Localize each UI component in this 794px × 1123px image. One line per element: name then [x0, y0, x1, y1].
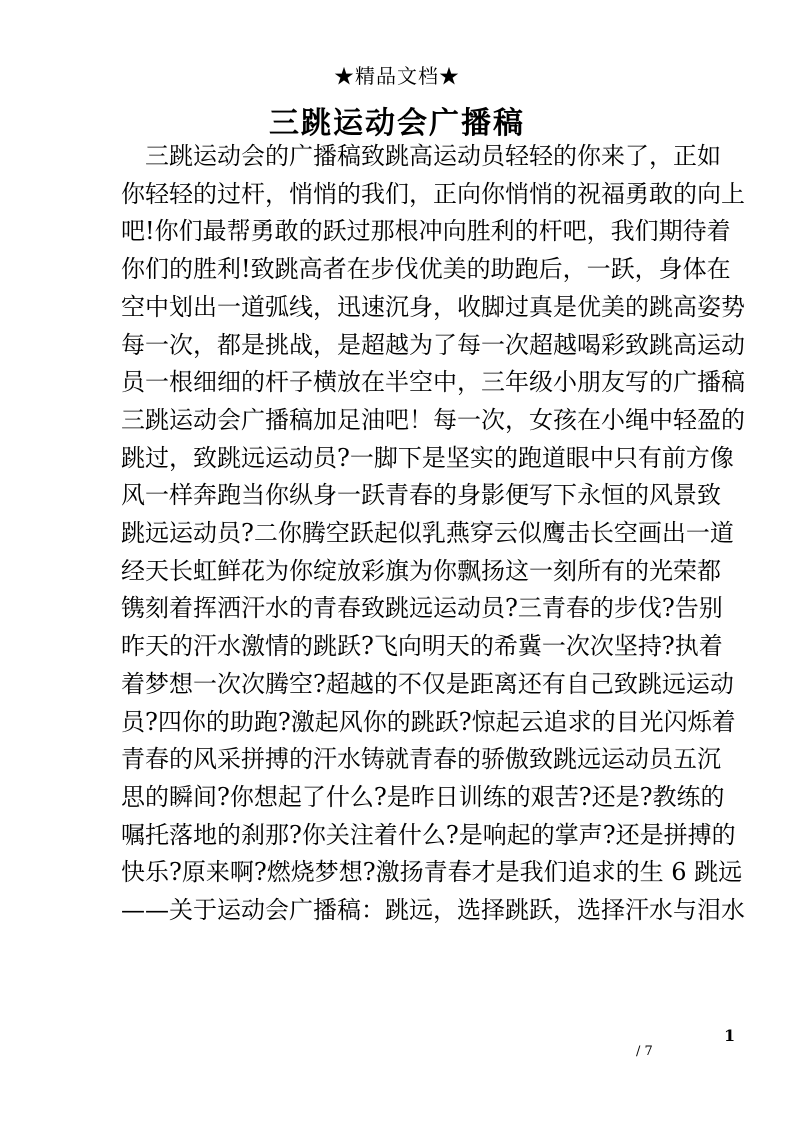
text-line: 三跳运动会的广播稿致跳高运动员轻轻的你来了，正如	[121, 142, 721, 170]
text-line: 空中划出一道弧线，迅速沉身，收脚过真是优美的跳高姿势	[121, 292, 745, 321]
text-line: 昨天的汗水激情的跳跃?飞向明天的希冀一次次坚持?执着	[121, 632, 723, 661]
text-line: 嘱托落地的刹那?你关注着什么?是响起的掌声?还是拼搏的	[121, 820, 736, 849]
text-line: 吧!你们最帮勇敢的跃过那根冲向胜利的杆吧，我们期待着	[121, 217, 731, 246]
text-line: 跳远运动员?二你腾空跃起似乳燕穿云似鹰击长空画出一道	[121, 519, 734, 548]
text-line: 着梦想一次次腾空?超越的不仅是距离还有自己致跳远运动	[121, 669, 734, 698]
text-line: 经天长虹鲜花为你绽放彩旗为你飘扬这一刻所有的光荣都	[121, 556, 721, 585]
text-line: 三跳运动会广播稿加足油吧！每一次，女孩在小绳中轻盈的	[121, 405, 745, 434]
document-header: ★精品文档★	[334, 64, 460, 88]
page-number: 1	[724, 1026, 736, 1045]
text-line: 员?四你的助跑?激起风你的跳跃?惊起云追求的目光闪烁着	[121, 707, 736, 736]
text-line: 跳过，致跳远运动员?一脚下是坚实的跑道眼中只有前方像	[121, 443, 734, 472]
text-line: 风一样奔跑当你纵身一跃青春的身影便写下永恒的风景致	[121, 481, 721, 510]
text-line: 青春的风采拼搏的汗水铸就青春的骄傲致跳远运动员五沉	[121, 745, 721, 774]
text-line: ——关于运动会广播稿：跳远，选择跳跃，选择汗水与泪水	[121, 896, 745, 925]
text-line: 镌刻着挥洒汗水的青春致跳远运动员?三青春的步伐?告别	[121, 594, 723, 623]
text-line: 每一次，都是挑战，是超越为了每一次超越喝彩致跳高运动	[121, 330, 745, 359]
text-line: 你们的胜利!致跳高者在步伐优美的助跑后，一跃，身体在	[121, 255, 731, 284]
document-title: 三跳运动会广播稿	[269, 106, 525, 141]
text-line: 快乐?原来啊?燃烧梦想?激扬青春才是我们追求的生 6 跳远	[121, 858, 743, 887]
page-total: / 7	[636, 1044, 653, 1059]
body-text	[121, 138, 745, 930]
text-line: 思的瞬间?你想起了什么?是昨日训练的艰苦?还是?教练的	[121, 782, 725, 811]
text-line: 员一根细细的杆子横放在半空中，三年级小朋友写的广播稿	[121, 368, 745, 397]
text-line: 你轻轻的过杆，悄悄的我们，正向你悄悄的祝福勇敢的向上	[121, 179, 745, 208]
